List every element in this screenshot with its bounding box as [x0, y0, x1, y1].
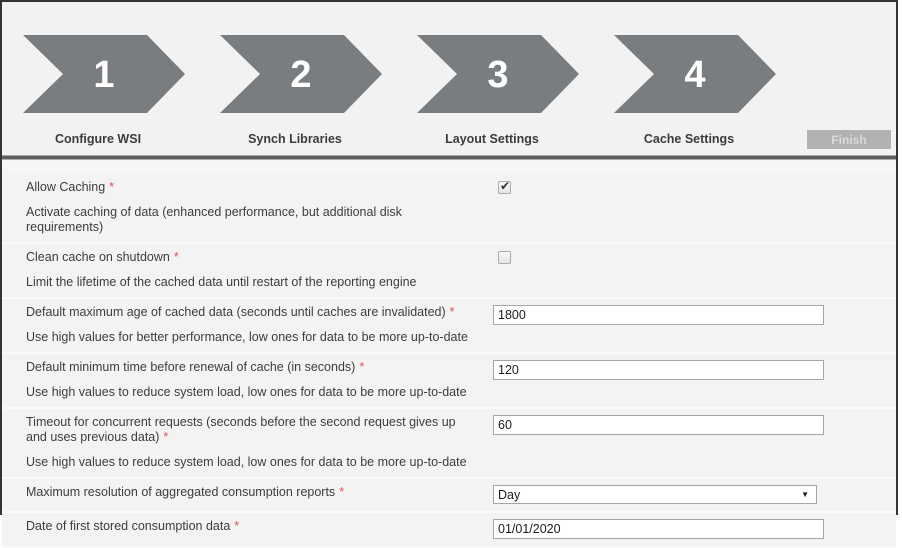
- step-number: 1: [93, 53, 115, 96]
- allow-caching-checkbox[interactable]: [498, 181, 511, 194]
- form-row-allow-caching: [2, 174, 896, 244]
- step-label: Layout Settings: [445, 132, 539, 146]
- wizard-header: [2, 2, 896, 155]
- required-marker: *: [163, 430, 169, 444]
- field-label: Date of first stored consumption data *: [26, 519, 240, 533]
- wizard-step-configure-wsi[interactable]: [23, 35, 185, 146]
- form-row-first-stored-date: [2, 513, 896, 548]
- wizard-step-layout-settings[interactable]: [417, 35, 579, 146]
- field-label: Default minimum time before renewal of cache (in seconds) *: [26, 360, 365, 374]
- field-label: Clean cache on shutdown *: [26, 250, 179, 264]
- wizard-step-cache-settings[interactable]: [614, 35, 776, 146]
- form-row-max-cache-age: [2, 299, 896, 354]
- required-marker: *: [359, 360, 365, 374]
- required-marker: *: [173, 250, 179, 264]
- required-marker: *: [339, 485, 345, 499]
- field-help: Activate caching of data (enhanced performance, but additional disk requirements): [26, 205, 402, 234]
- required-marker: *: [449, 305, 455, 319]
- wizard-step-synch-libraries[interactable]: [220, 35, 382, 146]
- wizard-steps: [2, 2, 896, 146]
- field-label: Allow Caching *: [26, 180, 115, 194]
- step-label: Synch Libraries: [248, 132, 342, 146]
- form-row-max-resolution: [2, 479, 896, 513]
- step-number: 2: [290, 53, 312, 96]
- min-renewal-time-input[interactable]: [493, 360, 824, 380]
- step-number: 4: [684, 53, 706, 96]
- field-label: Timeout for concurrent requests (seconds before the second request gives up and uses previous data) *: [26, 415, 456, 444]
- form-row-min-renewal-time: [2, 354, 896, 409]
- required-marker: *: [234, 519, 240, 533]
- form-row-concurrent-timeout: [2, 409, 896, 479]
- first-stored-date-input[interactable]: [493, 519, 824, 539]
- step-number: 3: [487, 53, 509, 96]
- step-label: Cache Settings: [643, 132, 735, 146]
- field-help: Use high values to reduce system load, low ones for data to be more up-to-date: [26, 455, 467, 469]
- field-help: Use high values to reduce system load, low ones for data to be more up-to-date: [26, 385, 467, 399]
- step-label: Configure WSI: [54, 132, 142, 146]
- finish-button[interactable]: Finish: [807, 130, 891, 149]
- field-help: Limit the lifetime of the cached data until restart of the reporting engine: [26, 275, 417, 289]
- field-label: Default maximum age of cached data (seconds until caches are invalidated) *: [26, 305, 455, 319]
- dropdown-arrow-icon: ▼: [801, 490, 809, 499]
- field-label: Maximum resolution of aggregated consumption reports *: [26, 485, 345, 499]
- required-marker: *: [109, 180, 115, 194]
- clean-cache-checkbox[interactable]: [498, 251, 511, 264]
- concurrent-timeout-input[interactable]: [493, 415, 824, 435]
- max-cache-age-input[interactable]: [493, 305, 824, 325]
- resolution-select[interactable]: [493, 485, 817, 504]
- cache-settings-form: [2, 160, 896, 548]
- form-row-clean-cache-on-shutdown: [2, 244, 896, 299]
- field-help: Use high values for better performance, low ones for data to be more up-to-date: [26, 330, 468, 344]
